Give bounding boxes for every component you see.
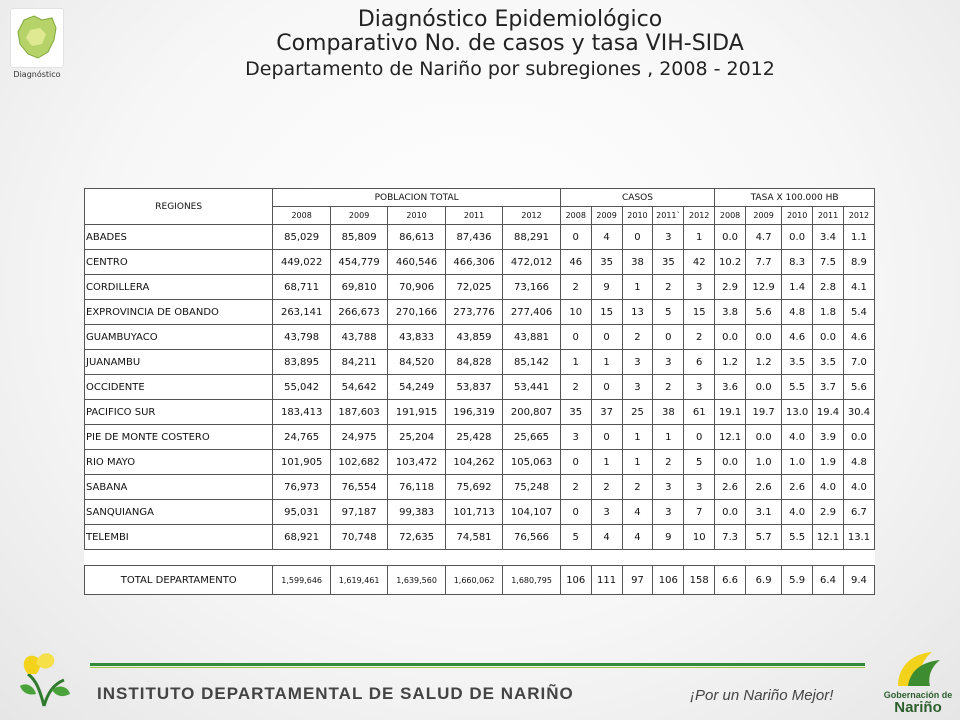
rate-cell: 1.2 xyxy=(746,350,782,375)
population-cell: 84,211 xyxy=(330,350,387,375)
rate-cell: 0.0 xyxy=(746,425,782,450)
slogan: ¡Por un Nariño Mejor! xyxy=(690,687,834,704)
population-cell: 1,639,560 xyxy=(388,566,445,595)
title-line-2: Comparativo No. de casos y tasa VIH-SIDA xyxy=(276,31,744,56)
rate-cell: 9.4 xyxy=(843,566,874,595)
population-cell: 102,682 xyxy=(330,450,387,475)
table-row xyxy=(85,350,875,375)
rate-cell: 4.0 xyxy=(843,475,874,500)
rate-cell: 5.7 xyxy=(746,525,782,550)
population-cell: 84,828 xyxy=(445,350,502,375)
rate-cell: 19.4 xyxy=(813,400,844,425)
population-cell: 266,673 xyxy=(330,300,387,325)
poblacion-year-header: 2012 xyxy=(503,207,561,225)
tasa-header: TASA X 100.000 HB xyxy=(715,189,875,207)
rate-cell: 3.9 xyxy=(813,425,844,450)
population-cell: 454,779 xyxy=(330,250,387,275)
region-name: SABANA xyxy=(85,475,273,500)
cases-cell: 13 xyxy=(622,300,653,325)
region-name: TELEMBI xyxy=(85,525,273,550)
cases-cell: 158 xyxy=(684,566,715,595)
narino-map-icon xyxy=(14,12,60,64)
population-cell: 277,406 xyxy=(503,300,561,325)
table-row xyxy=(85,500,875,525)
population-cell: 99,383 xyxy=(388,500,445,525)
population-cell: 43,881 xyxy=(503,325,561,350)
cases-cell: 111 xyxy=(591,566,622,595)
cases-cell: 38 xyxy=(622,250,653,275)
population-cell: 191,915 xyxy=(388,400,445,425)
rate-cell: 3.8 xyxy=(715,300,746,325)
gobernacion-emblem-icon xyxy=(882,646,954,690)
population-cell: 97,187 xyxy=(330,500,387,525)
cases-cell: 106 xyxy=(653,566,684,595)
casos-header: CASOS xyxy=(560,189,714,207)
cases-cell: 0 xyxy=(622,225,653,250)
population-cell: 1,680,795 xyxy=(503,566,561,595)
cases-cell: 106 xyxy=(560,566,591,595)
population-cell: 76,566 xyxy=(503,525,561,550)
cases-cell: 10 xyxy=(560,300,591,325)
region-name: OCCIDENTE xyxy=(85,375,273,400)
rate-cell: 6.4 xyxy=(813,566,844,595)
poblacion-year-header: 2011 xyxy=(445,207,502,225)
rate-cell: 4.0 xyxy=(813,475,844,500)
rate-cell: 3.4 xyxy=(813,225,844,250)
footer-divider xyxy=(90,663,865,666)
cases-cell: 46 xyxy=(560,250,591,275)
rate-cell: 6.7 xyxy=(843,500,874,525)
rate-cell: 13.0 xyxy=(782,400,813,425)
population-cell: 187,603 xyxy=(330,400,387,425)
slide-title xyxy=(130,8,890,82)
cases-cell: 0 xyxy=(560,225,591,250)
rate-cell: 19.7 xyxy=(746,400,782,425)
cases-cell: 5 xyxy=(684,450,715,475)
cases-cell: 3 xyxy=(684,475,715,500)
cases-cell: 5 xyxy=(653,300,684,325)
cases-cell: 15 xyxy=(591,300,622,325)
cases-cell: 2 xyxy=(653,450,684,475)
population-cell: 105,063 xyxy=(503,450,561,475)
population-cell: 200,807 xyxy=(503,400,561,425)
population-cell: 88,291 xyxy=(503,225,561,250)
poblacion-year-header: 2010 xyxy=(388,207,445,225)
regions-header: REGIONES xyxy=(85,189,273,225)
population-cell: 72,025 xyxy=(445,275,502,300)
population-cell: 460,546 xyxy=(388,250,445,275)
population-cell: 76,118 xyxy=(388,475,445,500)
spacer-row xyxy=(85,550,875,566)
rate-cell: 0.0 xyxy=(746,375,782,400)
rate-cell: 0.0 xyxy=(715,500,746,525)
rate-cell: 4.0 xyxy=(782,500,813,525)
rate-cell: 2.6 xyxy=(746,475,782,500)
footer-divider-thin xyxy=(90,667,865,668)
rate-cell: 0.0 xyxy=(746,325,782,350)
cases-cell: 2 xyxy=(560,275,591,300)
rate-cell: 1.1 xyxy=(843,225,874,250)
table-row xyxy=(85,400,875,425)
rate-cell: 3.5 xyxy=(782,350,813,375)
population-cell: 1,599,646 xyxy=(273,566,330,595)
region-name: PIE DE MONTE COSTERO xyxy=(85,425,273,450)
population-cell: 69,810 xyxy=(330,275,387,300)
population-cell: 55,042 xyxy=(273,375,330,400)
cases-cell: 5 xyxy=(560,525,591,550)
population-cell: 85,029 xyxy=(273,225,330,250)
rate-cell: 2.8 xyxy=(813,275,844,300)
rate-cell: 1.0 xyxy=(782,450,813,475)
cases-cell: 3 xyxy=(684,375,715,400)
gobernacion-logo xyxy=(882,646,954,716)
cases-cell: 0 xyxy=(591,375,622,400)
cases-cell: 3 xyxy=(560,425,591,450)
rate-cell: 1.8 xyxy=(813,300,844,325)
population-cell: 68,711 xyxy=(273,275,330,300)
gob-line-2: Nariño xyxy=(894,699,942,716)
rate-cell: 0.0 xyxy=(715,450,746,475)
rate-cell: 0.0 xyxy=(843,425,874,450)
rate-cell: 4.6 xyxy=(843,325,874,350)
poblacion-year-header: 2009 xyxy=(330,207,387,225)
rate-cell: 8.9 xyxy=(843,250,874,275)
population-cell: 472,012 xyxy=(503,250,561,275)
population-cell: 101,713 xyxy=(445,500,502,525)
population-cell: 24,975 xyxy=(330,425,387,450)
population-cell: 70,748 xyxy=(330,525,387,550)
total-row xyxy=(85,566,875,595)
rate-cell: 10.2 xyxy=(715,250,746,275)
rate-cell: 1.9 xyxy=(813,450,844,475)
cases-cell: 37 xyxy=(591,400,622,425)
cases-cell: 35 xyxy=(591,250,622,275)
rate-cell: 3.6 xyxy=(715,375,746,400)
cases-cell: 4 xyxy=(622,500,653,525)
rate-cell: 4.7 xyxy=(746,225,782,250)
cases-cell: 2 xyxy=(622,325,653,350)
region-name: RIO MAYO xyxy=(85,450,273,475)
cases-cell: 0 xyxy=(653,325,684,350)
cases-cell: 3 xyxy=(622,375,653,400)
region-name: CORDILLERA xyxy=(85,275,273,300)
population-cell: 68,921 xyxy=(273,525,330,550)
population-cell: 75,692 xyxy=(445,475,502,500)
cases-cell: 1 xyxy=(622,275,653,300)
rate-cell: 4.1 xyxy=(843,275,874,300)
population-cell: 104,107 xyxy=(503,500,561,525)
table-row xyxy=(85,375,875,400)
cases-cell: 7 xyxy=(684,500,715,525)
region-name: SANQUIANGA xyxy=(85,500,273,525)
rate-cell: 4.6 xyxy=(782,325,813,350)
region-name: CENTRO xyxy=(85,250,273,275)
casos-year-header: 2008 xyxy=(560,207,591,225)
tasa-year-header: 2008 xyxy=(715,207,746,225)
population-cell: 95,031 xyxy=(273,500,330,525)
cases-cell: 61 xyxy=(684,400,715,425)
population-cell: 83,895 xyxy=(273,350,330,375)
casos-year-header: 2012 xyxy=(684,207,715,225)
rate-cell: 5.9 xyxy=(782,566,813,595)
table-row xyxy=(85,275,875,300)
rate-cell: 13.1 xyxy=(843,525,874,550)
cases-cell: 3 xyxy=(653,500,684,525)
population-cell: 85,809 xyxy=(330,225,387,250)
tasa-year-header: 2010 xyxy=(782,207,813,225)
cases-cell: 3 xyxy=(591,500,622,525)
rate-cell: 3.5 xyxy=(813,350,844,375)
cases-cell: 3 xyxy=(622,350,653,375)
rate-cell: 4.8 xyxy=(782,300,813,325)
cases-cell: 1 xyxy=(622,450,653,475)
cases-cell: 2 xyxy=(622,475,653,500)
population-cell: 183,413 xyxy=(273,400,330,425)
table-row xyxy=(85,525,875,550)
diagnostico-logo xyxy=(10,8,64,68)
casos-year-header: 2009 xyxy=(591,207,622,225)
table-row xyxy=(85,250,875,275)
cases-cell: 2 xyxy=(591,475,622,500)
cases-cell: 97 xyxy=(622,566,653,595)
population-cell: 76,973 xyxy=(273,475,330,500)
logo-caption: Diagnóstico xyxy=(13,70,61,79)
population-cell: 43,833 xyxy=(388,325,445,350)
population-cell: 1,619,461 xyxy=(330,566,387,595)
population-cell: 104,262 xyxy=(445,450,502,475)
cases-cell: 1 xyxy=(591,350,622,375)
population-cell: 273,776 xyxy=(445,300,502,325)
cases-cell: 1 xyxy=(560,350,591,375)
population-cell: 24,765 xyxy=(273,425,330,450)
rate-cell: 2.9 xyxy=(715,275,746,300)
population-cell: 43,859 xyxy=(445,325,502,350)
population-cell: 53,441 xyxy=(503,375,561,400)
population-cell: 466,306 xyxy=(445,250,502,275)
population-cell: 43,798 xyxy=(273,325,330,350)
region-name: JUANAMBU xyxy=(85,350,273,375)
rate-cell: 0.0 xyxy=(715,325,746,350)
cases-cell: 42 xyxy=(684,250,715,275)
cases-cell: 35 xyxy=(560,400,591,425)
cases-cell: 3 xyxy=(684,275,715,300)
rate-cell: 4.8 xyxy=(843,450,874,475)
rate-cell: 5.6 xyxy=(746,300,782,325)
cases-cell: 10 xyxy=(684,525,715,550)
cases-cell: 3 xyxy=(653,475,684,500)
title-line-3: Departamento de Nariño por subregiones , 2008 - 2012 xyxy=(245,58,775,80)
rate-cell: 5.4 xyxy=(843,300,874,325)
cases-cell: 2 xyxy=(560,375,591,400)
tasa-year-header: 2011 xyxy=(813,207,844,225)
population-cell: 25,665 xyxy=(503,425,561,450)
poblacion-header: POBLACION TOTAL xyxy=(273,189,560,207)
cases-cell: 0 xyxy=(560,325,591,350)
cases-cell: 1 xyxy=(591,450,622,475)
cases-cell: 4 xyxy=(622,525,653,550)
rate-cell: 3.7 xyxy=(813,375,844,400)
flower-logo-icon xyxy=(14,646,74,712)
institution-name: INSTITUTO DEPARTAMENTAL DE SALUD DE NARIÑO xyxy=(97,684,574,703)
table-row xyxy=(85,475,875,500)
cases-cell: 4 xyxy=(591,225,622,250)
population-cell: 101,905 xyxy=(273,450,330,475)
cases-cell: 25 xyxy=(622,400,653,425)
cases-cell: 6 xyxy=(684,350,715,375)
rate-cell: 6.6 xyxy=(715,566,746,595)
cases-cell: 2 xyxy=(684,325,715,350)
rate-cell: 12.9 xyxy=(746,275,782,300)
region-name: TOTAL DEPARTAMENTO xyxy=(85,566,273,595)
rate-cell: 5.5 xyxy=(782,375,813,400)
cases-cell: 1 xyxy=(622,425,653,450)
cases-cell: 3 xyxy=(653,350,684,375)
population-cell: 43,788 xyxy=(330,325,387,350)
table-row xyxy=(85,325,875,350)
population-cell: 86,613 xyxy=(388,225,445,250)
population-cell: 263,141 xyxy=(273,300,330,325)
population-cell: 76,554 xyxy=(330,475,387,500)
tasa-year-header: 2012 xyxy=(843,207,874,225)
cases-cell: 35 xyxy=(653,250,684,275)
rate-cell: 2.6 xyxy=(715,475,746,500)
cases-cell: 1 xyxy=(653,425,684,450)
rate-cell: 0.0 xyxy=(782,225,813,250)
population-cell: 196,319 xyxy=(445,400,502,425)
table-row xyxy=(85,225,875,250)
population-cell: 85,142 xyxy=(503,350,561,375)
population-cell: 1,660,062 xyxy=(445,566,502,595)
rate-cell: 1.4 xyxy=(782,275,813,300)
cases-cell: 9 xyxy=(653,525,684,550)
header-row-groups xyxy=(85,189,875,207)
rate-cell: 1.2 xyxy=(715,350,746,375)
cases-cell: 1 xyxy=(684,225,715,250)
rate-cell: 7.3 xyxy=(715,525,746,550)
cases-cell: 0 xyxy=(560,500,591,525)
population-cell: 72,635 xyxy=(388,525,445,550)
region-name: EXPROVINCIA DE OBANDO xyxy=(85,300,273,325)
cases-cell: 0 xyxy=(560,450,591,475)
spacer-cell xyxy=(85,550,875,566)
population-cell: 54,249 xyxy=(388,375,445,400)
population-cell: 75,248 xyxy=(503,475,561,500)
rate-cell: 19.1 xyxy=(715,400,746,425)
cases-cell: 4 xyxy=(591,525,622,550)
rate-cell: 7.7 xyxy=(746,250,782,275)
population-cell: 70,906 xyxy=(388,275,445,300)
rate-cell: 12.1 xyxy=(813,525,844,550)
population-cell: 103,472 xyxy=(388,450,445,475)
gob-line-1: Gobernación de xyxy=(883,690,953,700)
population-cell: 270,166 xyxy=(388,300,445,325)
cases-cell: 0 xyxy=(591,325,622,350)
title-line-1: Diagnóstico Epidemiológico xyxy=(357,7,663,32)
population-cell: 73,166 xyxy=(503,275,561,300)
hiv-aids-table xyxy=(84,188,875,595)
rate-cell: 3.1 xyxy=(746,500,782,525)
rate-cell: 0.0 xyxy=(715,225,746,250)
casos-year-header: 2010 xyxy=(622,207,653,225)
population-cell: 74,581 xyxy=(445,525,502,550)
rate-cell: 5.5 xyxy=(782,525,813,550)
rate-cell: 8.3 xyxy=(782,250,813,275)
cases-cell: 2 xyxy=(560,475,591,500)
population-cell: 25,204 xyxy=(388,425,445,450)
population-cell: 84,520 xyxy=(388,350,445,375)
rate-cell: 12.1 xyxy=(715,425,746,450)
population-cell: 53,837 xyxy=(445,375,502,400)
population-cell: 54,642 xyxy=(330,375,387,400)
cases-cell: 15 xyxy=(684,300,715,325)
population-cell: 87,436 xyxy=(445,225,502,250)
region-name: PACIFICO SUR xyxy=(85,400,273,425)
table-row xyxy=(85,425,875,450)
cases-cell: 3 xyxy=(653,225,684,250)
casos-year-header: 2011` xyxy=(653,207,684,225)
rate-cell: 6.9 xyxy=(746,566,782,595)
population-cell: 25,428 xyxy=(445,425,502,450)
region-name: ABADES xyxy=(85,225,273,250)
rate-cell: 1.0 xyxy=(746,450,782,475)
table-row xyxy=(85,450,875,475)
poblacion-year-header: 2008 xyxy=(273,207,330,225)
rate-cell: 2.9 xyxy=(813,500,844,525)
region-name: GUAMBUYACO xyxy=(85,325,273,350)
tasa-year-header: 2009 xyxy=(746,207,782,225)
rate-cell: 7.0 xyxy=(843,350,874,375)
cases-cell: 0 xyxy=(591,425,622,450)
rate-cell: 2.6 xyxy=(782,475,813,500)
cases-cell: 38 xyxy=(653,400,684,425)
population-cell: 449,022 xyxy=(273,250,330,275)
rate-cell: 0.0 xyxy=(813,325,844,350)
rate-cell: 5.6 xyxy=(843,375,874,400)
rate-cell: 4.0 xyxy=(782,425,813,450)
table-row xyxy=(85,300,875,325)
cases-cell: 0 xyxy=(684,425,715,450)
cases-cell: 2 xyxy=(653,375,684,400)
cases-cell: 9 xyxy=(591,275,622,300)
cases-cell: 2 xyxy=(653,275,684,300)
rate-cell: 30.4 xyxy=(843,400,874,425)
rate-cell: 7.5 xyxy=(813,250,844,275)
